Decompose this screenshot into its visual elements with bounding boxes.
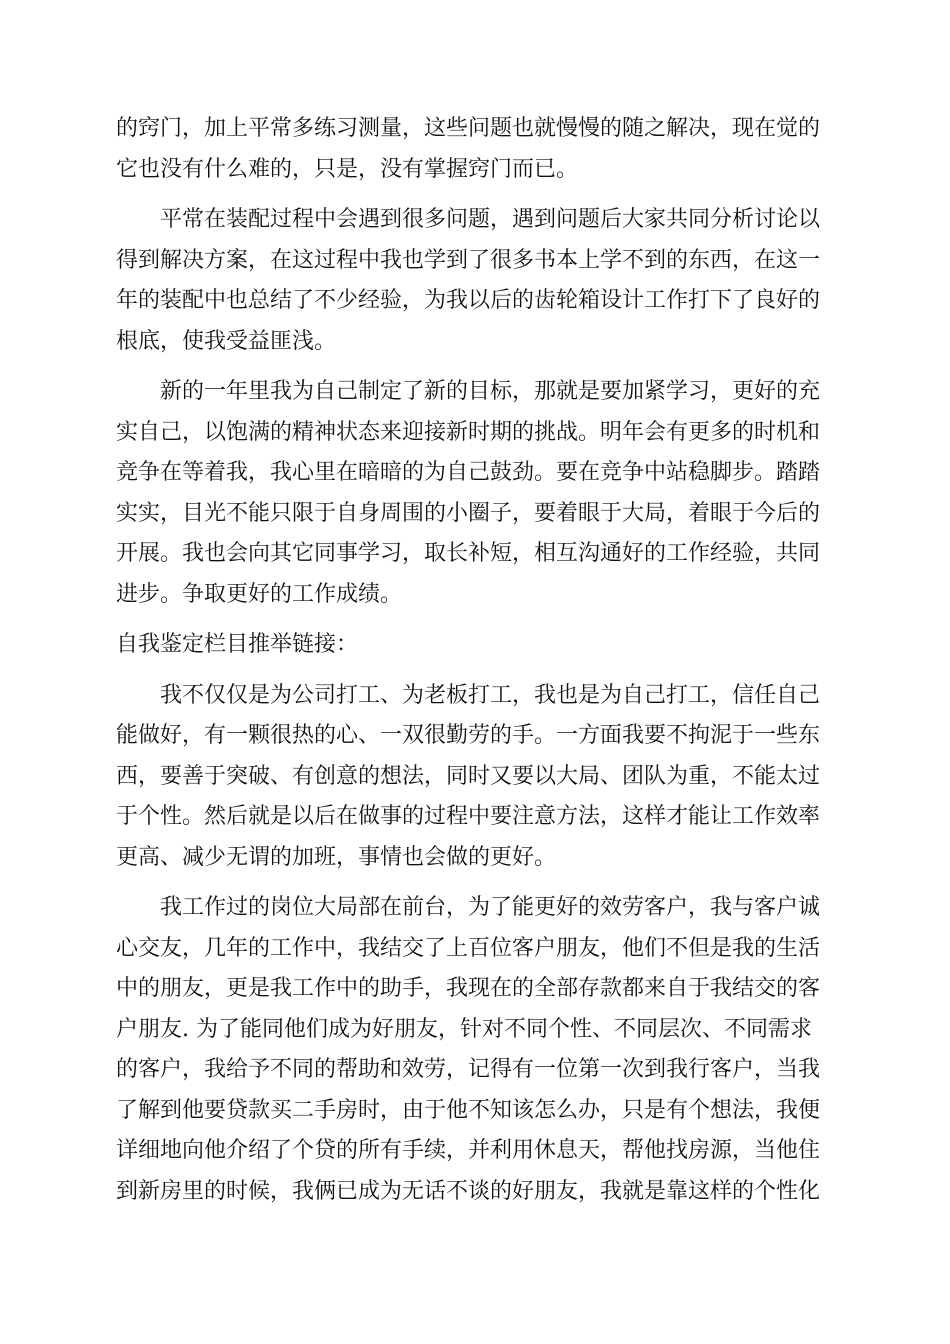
- text-line: 得到解决方案，在这过程中我也学到了很多书本上学不到的东西，在这一: [116, 247, 821, 273]
- text-line: 进步。争取更好的工作成绩。: [116, 581, 403, 607]
- text-line: 能做好，有一颗很热的心、一双很勤劳的手。一方面我要不拘泥于一些东: [116, 723, 821, 748]
- text-line: 我不仅仅是为公司打工、为老板打工，我也是为自己打工，信任自己: [160, 682, 821, 708]
- text-line: 新的一年里我为自己制定了新的目标，那就是要加紧学习，更好的充: [160, 379, 821, 404]
- text-line: 西，要善于突破、有创意的想法，同时又要以大局、团队为重，不能太过: [116, 763, 821, 789]
- text-line: 根底，使我受益匪浅。: [116, 328, 337, 354]
- paragraph-4: [116, 676, 834, 879]
- text-line: 的窍门，加上平常多练习测量，这些问题也就慢慢的随之解决，现在觉的: [116, 116, 821, 141]
- text-line: 了解到他要贷款买二手房时，由于他不知该怎么办，只是有个想法，我便: [116, 1097, 821, 1123]
- paragraph-3: [116, 372, 834, 615]
- paragraph-5: [116, 888, 834, 1212]
- paragraph-1: [116, 109, 834, 190]
- section-heading-text: 自我鉴定栏目推举链接：: [116, 632, 359, 657]
- text-line: 的客户，我给予不同的帮助和效劳，记得有一位第一次到我行客户，当我: [116, 1057, 821, 1082]
- text-line: 年的装配中也总结了不少经验，为我以后的齿轮箱设计工作打下了良好的: [116, 288, 821, 313]
- text-line: 于个性。然后就是以后在做事的过程中要注意方法，这样才能让工作效率: [116, 804, 821, 829]
- text-line: 开展。我也会向其它同事学习，取长补短，相互沟通好的工作经验，共同: [116, 541, 821, 566]
- text-line: 更高、减少无谓的加班，事情也会做的更好。: [116, 844, 557, 870]
- text-line: 详细地向他介绍了个贷的所有手续，并利用休息天，帮他找房源，当他住: [116, 1138, 821, 1163]
- text-line: 实实，目光不能只限于自身周围的小圈子，要着眼于大局，着眼于今后的: [116, 500, 821, 526]
- paragraph-2: [116, 200, 834, 362]
- section-heading: [116, 625, 834, 666]
- text-line: 到新房里的时候，我俩已成为无话不谈的好朋友，我就是靠这样的个性化: [116, 1178, 821, 1204]
- text-line: 户朋友. 为了能同他们成为好朋友，针对不同个性、不同层次、不同需求: [116, 1016, 812, 1042]
- text-line: 实自己，以饱满的精神状态来迎接新时期的挑战。明年会有更多的时机和: [116, 419, 821, 445]
- text-line: 竞争在等着我，我心里在暗暗的为自己鼓劲。要在竞争中站稳脚步。踏踏: [116, 460, 821, 485]
- text-line: 中的朋友，更是我工作中的助手，我现在的全部存款都来自于我结交的客: [116, 976, 821, 1001]
- text-line: 它也没有什么难的，只是，没有掌握窍门而已。: [116, 156, 579, 182]
- text-line: 心交友，几年的工作中，我结交了上百位客户朋友，他们不但是我的生活: [116, 935, 821, 961]
- text-line: 平常在装配过程中会遇到很多问题，遇到问题后大家共同分析讨论以: [160, 207, 821, 232]
- text-line: 我工作过的岗位大局部在前台，为了能更好的效劳客户，我与客户诚: [160, 895, 821, 920]
- document-body: [116, 109, 834, 1222]
